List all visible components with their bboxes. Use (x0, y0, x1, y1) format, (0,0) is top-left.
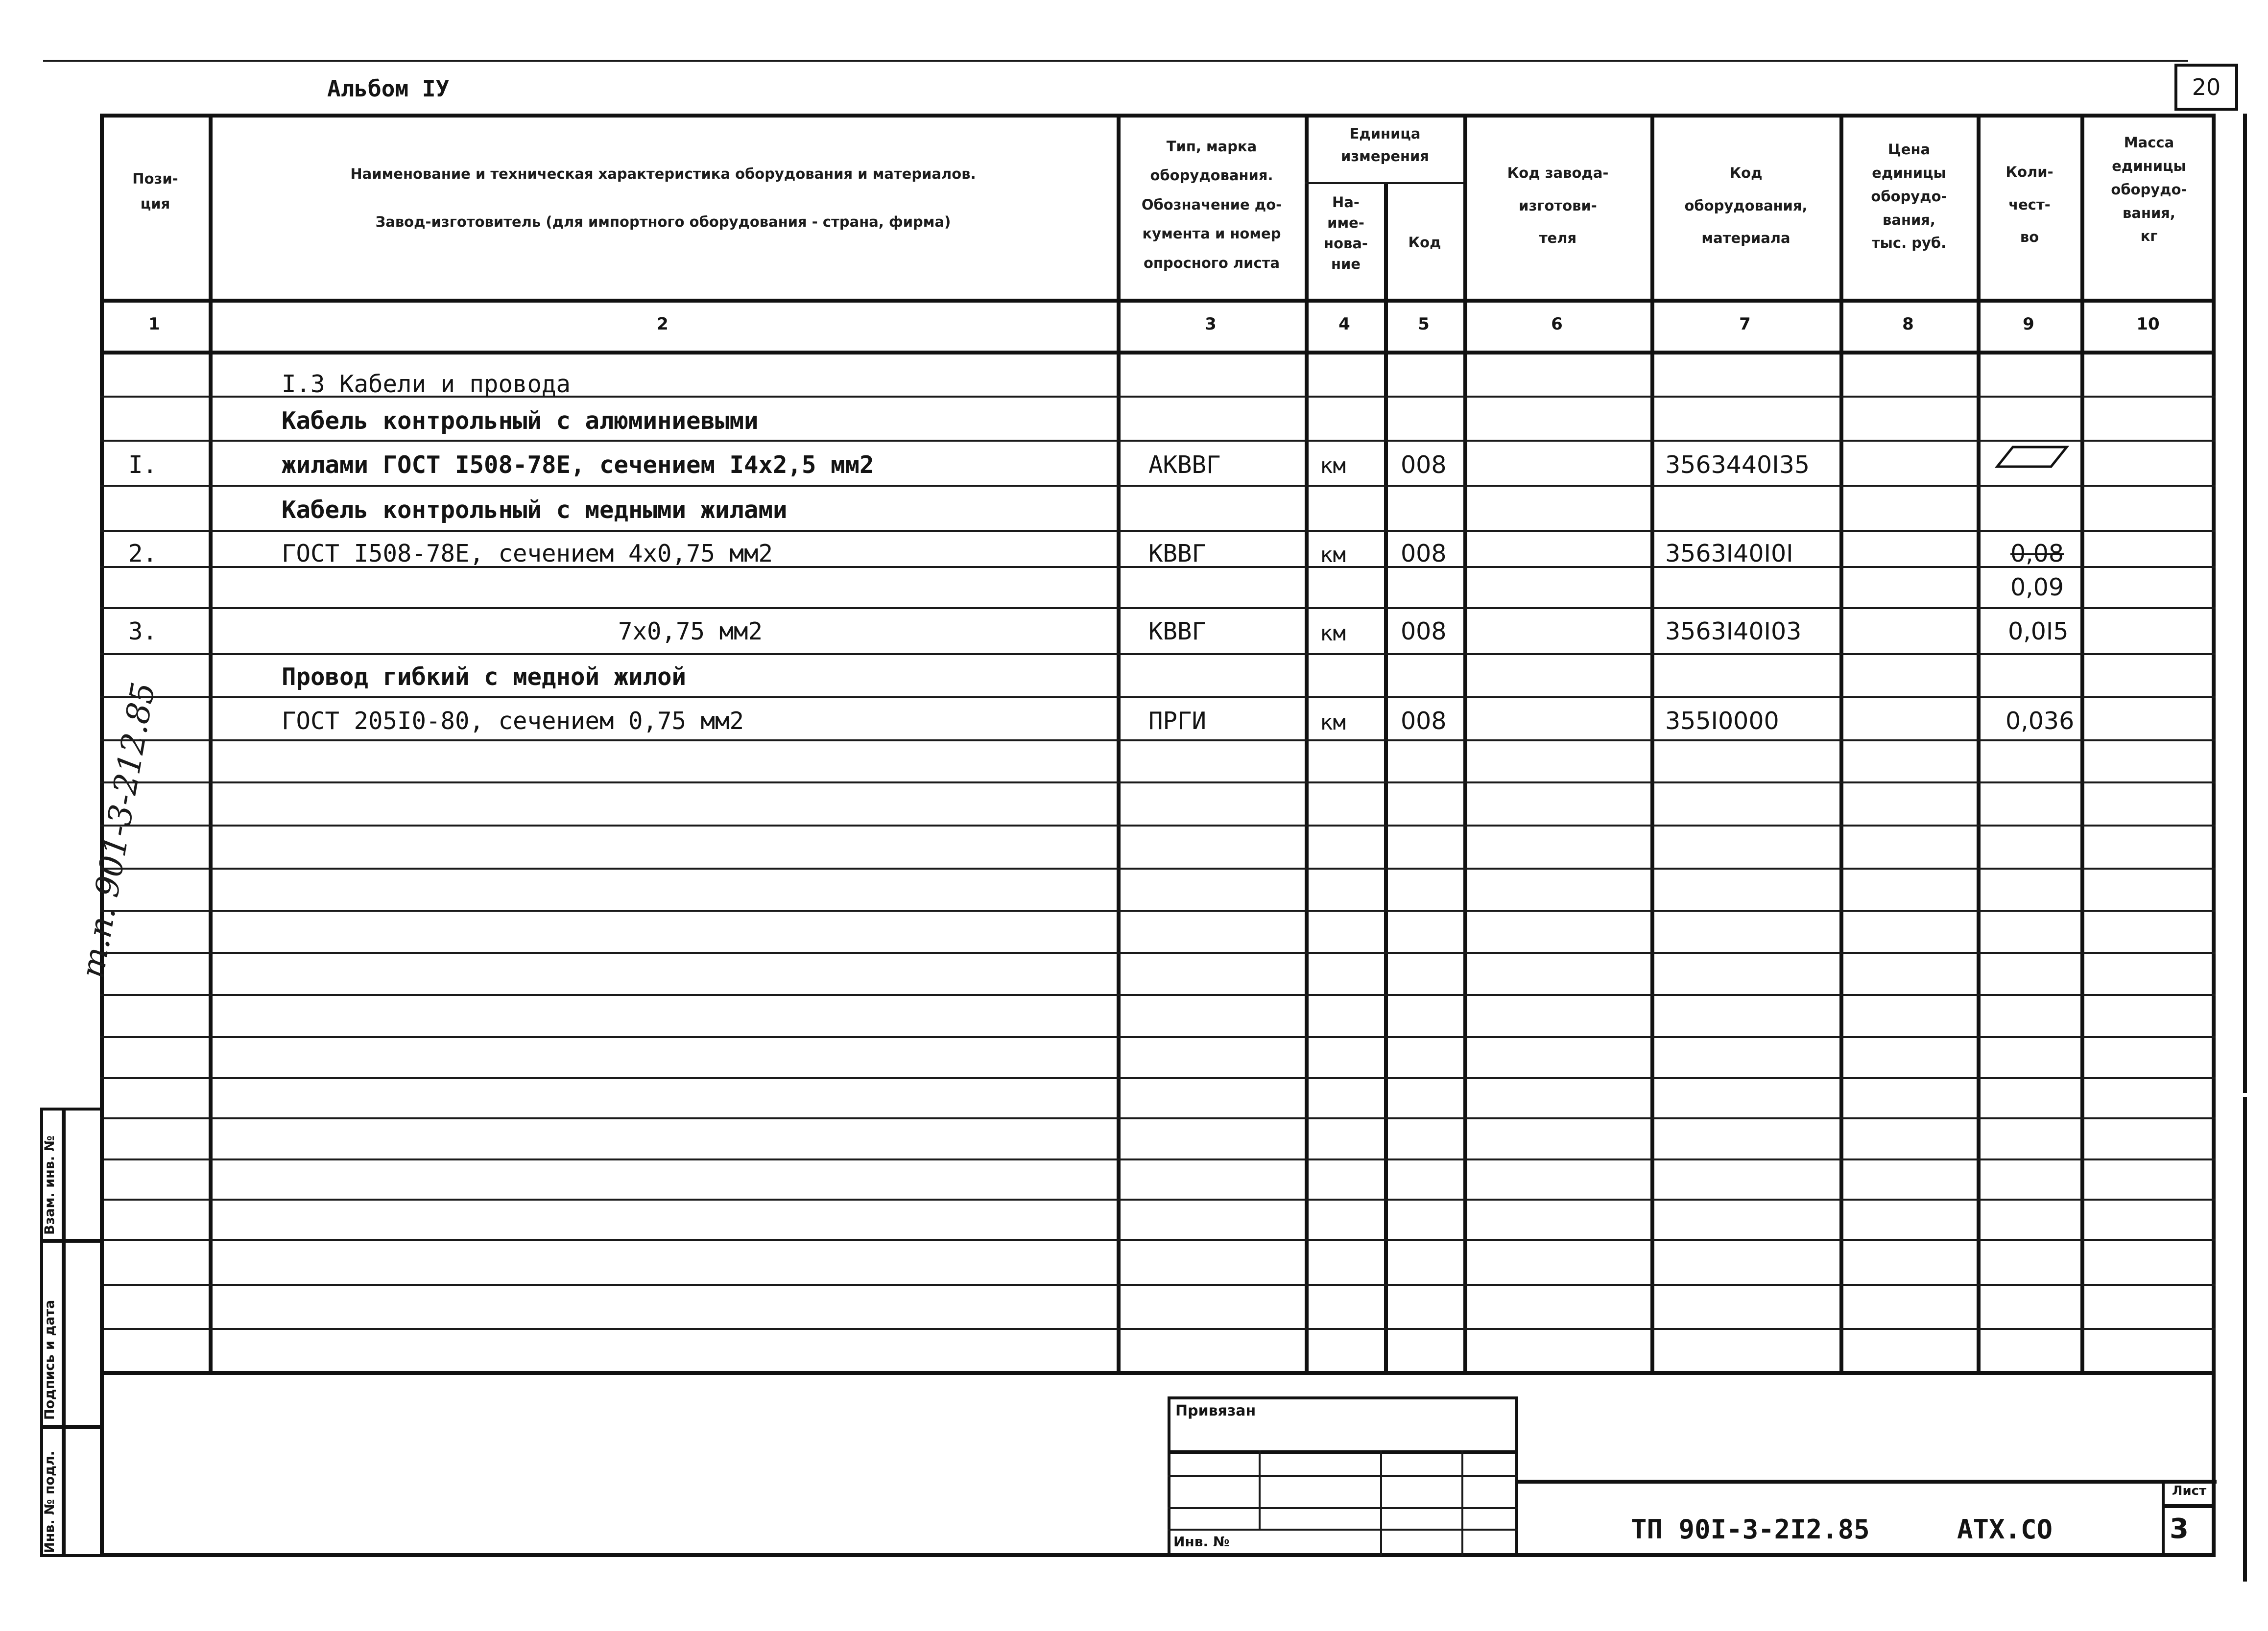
col-num-7: 7 (1739, 314, 1751, 334)
row-line (100, 1284, 2216, 1286)
row3-quantity: 0,0I5 (2008, 617, 2069, 645)
row-line (100, 1328, 2216, 1330)
header-unit-name: На- име- нова- ние (1324, 194, 1368, 273)
row3-position: 3. (128, 617, 158, 645)
scan-edge-line (2243, 1097, 2247, 1582)
row4-unit: км (1320, 710, 1346, 735)
col-line-6 (1650, 114, 1654, 1375)
row-line (100, 825, 2216, 827)
unit-subheader-line (1305, 182, 1463, 184)
row1-unit: км (1320, 453, 1346, 478)
row2-position: 2. (128, 540, 158, 567)
spec-table-frame (100, 114, 2216, 1375)
row-line (100, 1117, 2216, 1119)
row4-unit-code: 008 (1401, 707, 1447, 735)
stamp-line (1168, 1475, 1518, 1477)
page-number-box (2174, 64, 2238, 111)
stamp-col-line (1259, 1450, 1261, 1529)
row-line (100, 1199, 2216, 1201)
side-strip-line (40, 1239, 104, 1243)
header-position: Пози- ция (132, 170, 178, 212)
header-name-line2: Завод-изготовитель (для импортного оборудования - страна, фирма) (375, 213, 951, 230)
handwritten-project-number: т.п. 901-3-212.85 (73, 679, 163, 981)
row-line (100, 653, 2216, 655)
side-strip-divider (62, 1108, 66, 1557)
row2-unit: км (1320, 543, 1346, 567)
col-line-5 (1463, 114, 1467, 1375)
col-line-3 (1305, 114, 1309, 1375)
stamp-col-line (1461, 1450, 1463, 1556)
col-num-1: 1 (148, 314, 160, 334)
row-line (100, 739, 2216, 741)
col-num-4: 4 (1338, 314, 1350, 334)
document-suffix: АТХ.СО (1957, 1514, 2053, 1545)
col-num-6: 6 (1551, 314, 1563, 334)
col-num-3: 3 (1205, 314, 1217, 334)
row3-equip-code: 3563I40I03 (1665, 617, 1802, 645)
doc-code-line (1516, 1480, 2217, 1484)
row-line (100, 994, 2216, 996)
sheet-label: Лист (2172, 1484, 2207, 1498)
stamp-line (1168, 1507, 1518, 1509)
row3-unit-code: 008 (1401, 617, 1447, 645)
header-equip-code: Код оборудования, материала (1684, 165, 1808, 247)
row-line (100, 910, 2216, 912)
row-line (100, 696, 2216, 698)
side-label-inv-podl: Инв. № подл. (42, 1451, 57, 1553)
inventory-label: Инв. № (1173, 1534, 1230, 1550)
side-label-signature-date: Подпись и дата (42, 1300, 57, 1420)
col-line-1 (209, 114, 213, 1375)
row2-equip-code: 3563I40I0I (1665, 540, 1793, 567)
row4-desc-line1: Провод гибкий с медной жилой (282, 663, 687, 691)
header-price: Цена единицы оборудо- вания, тыс. руб. (1871, 141, 1947, 252)
page-number: 20 (2192, 74, 2221, 100)
col-num-2: 2 (657, 314, 668, 334)
header-unit-code: Код (1408, 234, 1441, 251)
row1-unit-code: 008 (1401, 451, 1447, 479)
col-line-7 (1839, 114, 1843, 1375)
col-num-10: 10 (2136, 314, 2160, 334)
top-border (43, 60, 2188, 62)
side-strip-line (40, 1425, 104, 1429)
header-unit: Единица измерения (1341, 125, 1429, 165)
row-line (100, 1158, 2216, 1160)
row2-desc-line2: ГОСТ I508-78Е, сечением 4x0,75 мм2 (282, 540, 773, 567)
row4-desc-line2: ГОСТ 205I0-80, сечением 0,75 мм2 (282, 707, 744, 735)
row3-type: КВВГ (1148, 617, 1207, 645)
row3-desc: 7x0,75 мм2 (618, 617, 763, 645)
row-line (100, 440, 2216, 442)
row-line (100, 607, 2216, 609)
col-number-bottom-line (100, 351, 2216, 355)
row-line (100, 868, 2216, 870)
col-line-9 (2080, 114, 2084, 1375)
row1-desc-line2: жилами ГОСТ I508-78Е, сечением I4x2,5 мм2 (282, 451, 874, 479)
section-heading: I.3 Кабели и провода (282, 370, 571, 398)
document-code: ТП 90I-3-2I2.85 (1631, 1514, 1870, 1545)
row1-equip-code: 3563440I35 (1665, 451, 1810, 479)
row4-quantity: 0,036 (2005, 707, 2075, 735)
sheet-box-line (2162, 1504, 2216, 1508)
sheet-number: 3 (2170, 1513, 2189, 1545)
header-mass: Масса единицы оборудо- вания, кг (2111, 134, 2187, 245)
side-label-replaced-inv: Взам. инв. № (42, 1135, 57, 1235)
header-bottom-line (100, 299, 2216, 303)
row4-equip-code: 355I0000 (1665, 707, 1779, 735)
col-num-8: 8 (1902, 314, 1914, 334)
row1-position: I. (128, 451, 158, 479)
header-quantity: Коли- чест- во (2005, 164, 2053, 246)
row4-type: ПРГИ (1148, 707, 1207, 735)
row2-quantity-struck: 0,08 (2010, 540, 2064, 567)
row3-unit: км (1320, 621, 1346, 646)
row-line (100, 1036, 2216, 1038)
col-line-2 (1117, 114, 1121, 1375)
binding-label: Привязан (1175, 1402, 1256, 1419)
row2-unit-code: 008 (1401, 540, 1447, 567)
row-line (100, 952, 2216, 954)
col-line-4 (1384, 183, 1388, 1375)
col-line-8 (1977, 114, 1981, 1375)
album-label: Альбом IУ (327, 75, 450, 102)
row1-desc-line1: Кабель контрольный с алюминиевыми (282, 407, 759, 435)
row2-quantity: 0,09 (2010, 573, 2064, 601)
col-num-9: 9 (2023, 314, 2034, 334)
row-line (100, 485, 2216, 487)
row-line (100, 1077, 2216, 1079)
row2-type: КВВГ (1148, 540, 1207, 567)
row-line (100, 530, 2216, 532)
header-name-line1: Наименование и техническая характеристика оборудования и материалов. (350, 165, 976, 182)
stamp-col-line (1380, 1450, 1382, 1556)
title-block-frame (100, 1371, 2216, 1557)
stamp-line (1168, 1450, 1518, 1454)
row-line (100, 1239, 2216, 1241)
row2-desc-line1: Кабель контрольный с медными жилами (282, 496, 788, 524)
stamp-line (1168, 1529, 1518, 1531)
row-line (100, 781, 2216, 783)
scan-edge-line (2243, 114, 2247, 1093)
header-type: Тип, марка оборудования. Обозначение до- кумента и номер опросного листа (1141, 138, 1282, 271)
row1-type: АКВВГ (1148, 451, 1221, 479)
row1-quantity-mark (1993, 443, 2072, 473)
header-maker-code: Код завода- изготови- теля (1507, 165, 1609, 247)
col-num-5: 5 (1418, 314, 1430, 334)
